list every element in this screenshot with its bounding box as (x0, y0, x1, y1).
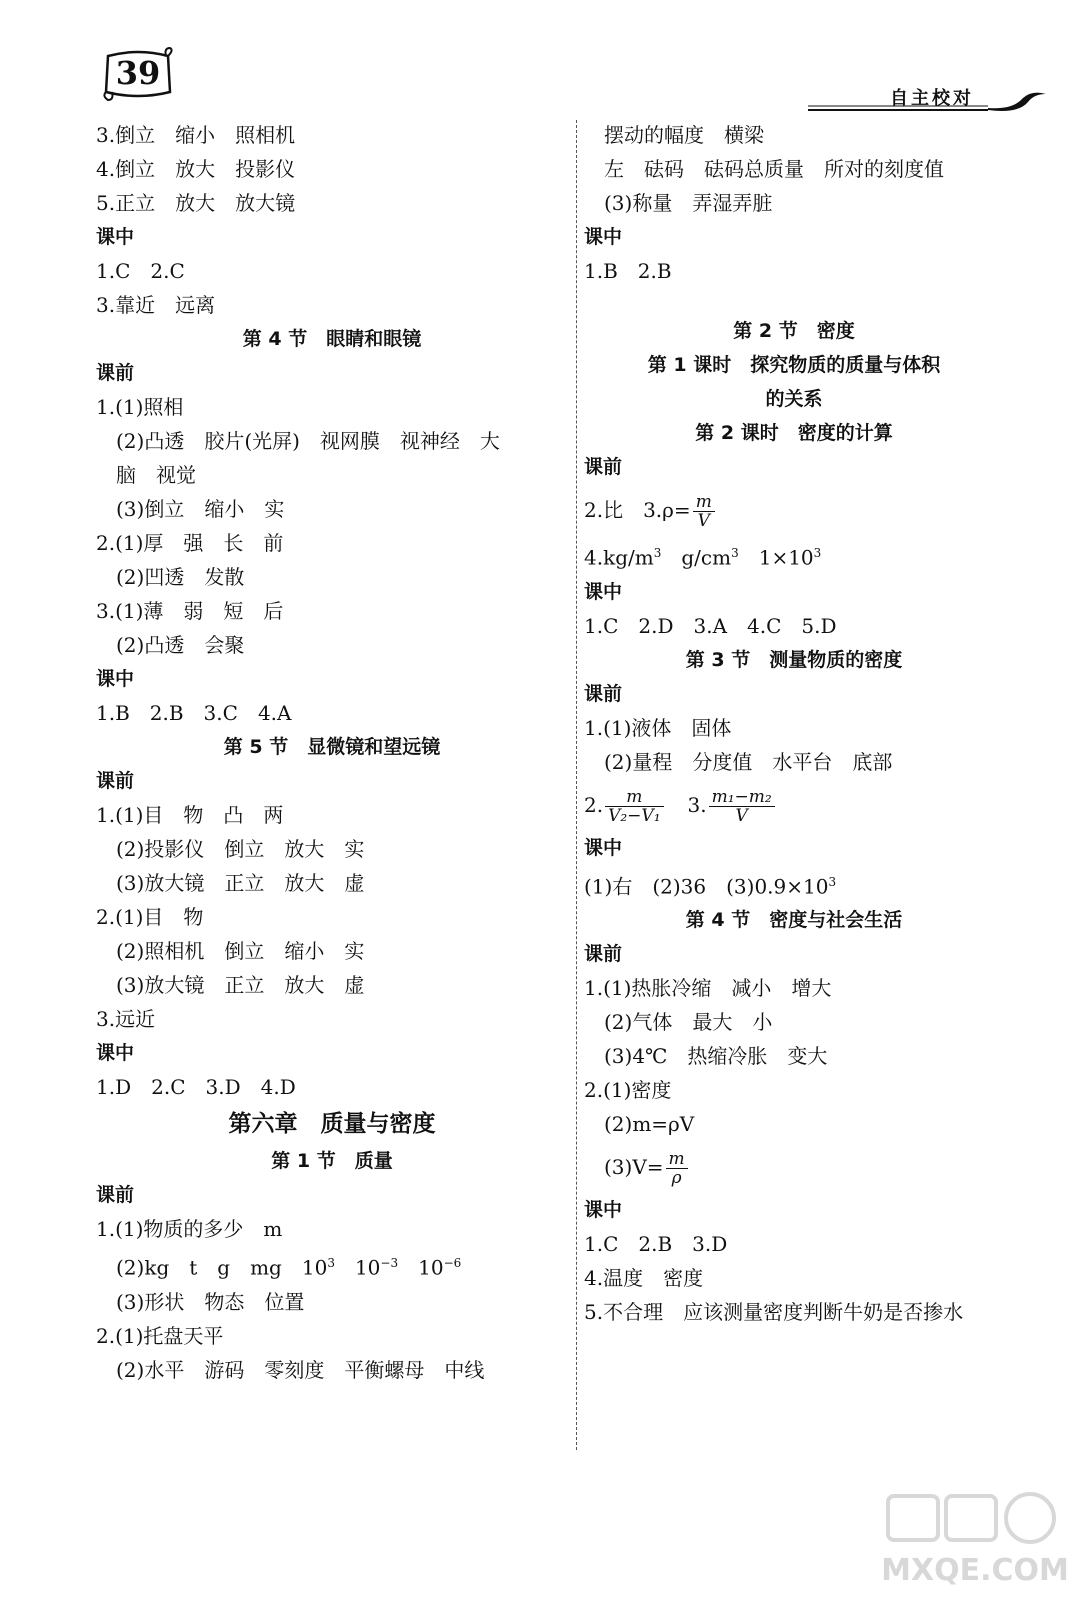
answer-line: (3)称量 弄湿弄脏 (604, 191, 773, 215)
answer-line: (3)形状 物态 位置 (116, 1289, 305, 1314)
answer-line: 3.倒立 缩小 照相机 (96, 123, 296, 147)
answer-line: 2.(1)托盘天平 (96, 1323, 224, 1348)
section-label: 课前 (96, 1184, 135, 1206)
answer-line: (3)放大镜 正立 放大 虚 (116, 973, 365, 997)
watermark-logo (880, 1488, 1070, 1592)
answer-line: (2)凹透 发散 (116, 565, 245, 589)
answer-line: 2.(1)目 物 (96, 905, 204, 929)
section-label: 课中 (584, 580, 623, 603)
lesson-title: 的关系 (765, 388, 823, 410)
section-label: 课中 (584, 226, 623, 248)
answer-line: (3)4℃ 热缩冷胀 变大 (604, 1044, 828, 1069)
answer-line: (2)量程 分度值 水平台 底部 (604, 749, 893, 774)
density-fraction: $\frac{m}{\rho}$ (666, 1150, 688, 1187)
answer-line: 摆动的幅度 横梁 (604, 123, 764, 147)
answer-line: (2)m=ρV (604, 1112, 695, 1137)
column-divider (576, 120, 577, 1450)
section-label: 课中 (96, 1042, 135, 1064)
answer-line: 5.不合理 应该测量密度判断牛奶是否掺水 (584, 1300, 964, 1325)
section-title: 第 1 节 质量 (271, 1150, 393, 1172)
answer-line: 5.正立 放大 放大镜 (96, 191, 296, 215)
section-label: 课中 (96, 668, 135, 690)
answer-line: 2.(1)密度 (584, 1078, 672, 1103)
density-fraction: $\frac{\text{m₁−m₂}}{V}$ (709, 788, 775, 825)
answer-line: 1.(1)液体 固体 (584, 715, 732, 740)
answer-line: (2)气体 最大 小 (604, 1010, 773, 1035)
answer-line: 1.(1)照相 (96, 395, 184, 419)
left-column (96, 118, 568, 1387)
answer-line: 1.C 2.B 3.D (584, 1232, 728, 1257)
answer-line: 1.B 2.B (584, 259, 672, 283)
answer-line: 1.C 2.C (96, 259, 185, 283)
answer-line: (2)凸透 胶片(光屏) 视网膜 视神经 大 (116, 429, 500, 453)
answer-line: 4.温度 密度 (584, 1266, 704, 1291)
section-label: 课中 (584, 836, 623, 859)
answer-line: 4.倒立 放大 投影仪 (96, 157, 296, 181)
answer-line: 3.(1)薄 弱 短 后 (96, 599, 284, 623)
answer-line: (2)投影仪 倒立 放大 实 (116, 837, 365, 861)
section-label: 课前 (584, 682, 623, 705)
answer-line: 1.B 2.B 3.C 4.A (96, 701, 292, 725)
lesson-title: 第 2 课时 密度的计算 (695, 422, 893, 444)
answer-line: (2)水平 游码 零刻度 平衡螺母 中线 (116, 1357, 485, 1382)
answer-line: (2)kg t g mg $10^3$ $10^{-3}$ $10^{-6}$ (116, 1255, 462, 1280)
lesson-title: 第 1 课时 探究物质的质量与体积 (647, 354, 941, 376)
density-fraction: $\frac{m}{\text{V₂−V₁}}$ (605, 788, 663, 825)
section-label: 课前 (96, 362, 135, 384)
section-title: 第 4 节 密度与社会生活 (685, 909, 903, 932)
answer-line: 1.(1)热胀冷缩 减小 增大 (584, 976, 832, 1001)
density-fraction: $\frac{m}{V}$ (693, 493, 715, 530)
section-title: 第 2 节 密度 (733, 320, 855, 342)
chapter-title: 第六章 质量与密度 (228, 1111, 436, 1137)
section-title: 第 4 节 眼睛和眼镜 (242, 328, 422, 350)
answer-line: 2. $\frac{m}{\text{V₂−V₁}}$ 3. $\frac{\text{m₁−m₂}}{V}$ (584, 779, 1004, 831)
answer-line: 3.远近 (96, 1007, 156, 1031)
answer-line: 2.比 3.ρ= $\frac{m}{V}$ (584, 484, 1004, 536)
answer-line: (1)右 (2)36 $(3)0.9\times 10^3$ (584, 874, 837, 899)
right-column (584, 118, 1004, 1329)
header-label: 自主校对 (890, 88, 974, 109)
section-label: 课前 (584, 943, 623, 966)
answer-line: 1.(1)物质的多少 m (96, 1217, 283, 1241)
answer-line: (3)V= $\frac{m}{\rho}$ (584, 1141, 1004, 1193)
section-title: 第 3 节 测量物质的密度 (685, 648, 903, 671)
watermark-text: MXQE.COM (881, 1553, 1069, 1588)
section-label: 课中 (584, 1199, 623, 1222)
answer-line: 1.(1)目 物 凸 两 (96, 803, 284, 827)
section-title: 第 5 节 显微镜和望远镜 (223, 736, 441, 758)
answer-line: (3)倒立 缩小 实 (116, 497, 285, 521)
answer-line: 3.靠近 远离 (96, 293, 216, 317)
answer-line: 2.(1)厚 强 长 前 (96, 531, 284, 555)
page-number: 39 (115, 54, 161, 92)
answer-line: 左 砝码 砝码总质量 所对的刻度值 (604, 157, 944, 181)
answer-line: (3)放大镜 正立 放大 虚 (116, 871, 365, 895)
section-label: 课前 (96, 770, 135, 792)
answer-line: $4.kg/m^3$ $g/cm^3$ $1\times 10^3$ (584, 545, 822, 570)
answer-line: 1.C 2.D 3.A 4.C 5.D (584, 613, 837, 638)
answer-line: 脑 视觉 (116, 463, 196, 487)
page-number-badge (100, 46, 176, 102)
answer-line: (2)照相机 倒立 缩小 实 (116, 939, 365, 963)
section-label: 课中 (96, 226, 135, 248)
answer-line: (2)凸透 会聚 (116, 633, 245, 657)
section-label: 课前 (584, 456, 623, 478)
answer-line: 1.D 2.C 3.D 4.D (96, 1075, 296, 1099)
